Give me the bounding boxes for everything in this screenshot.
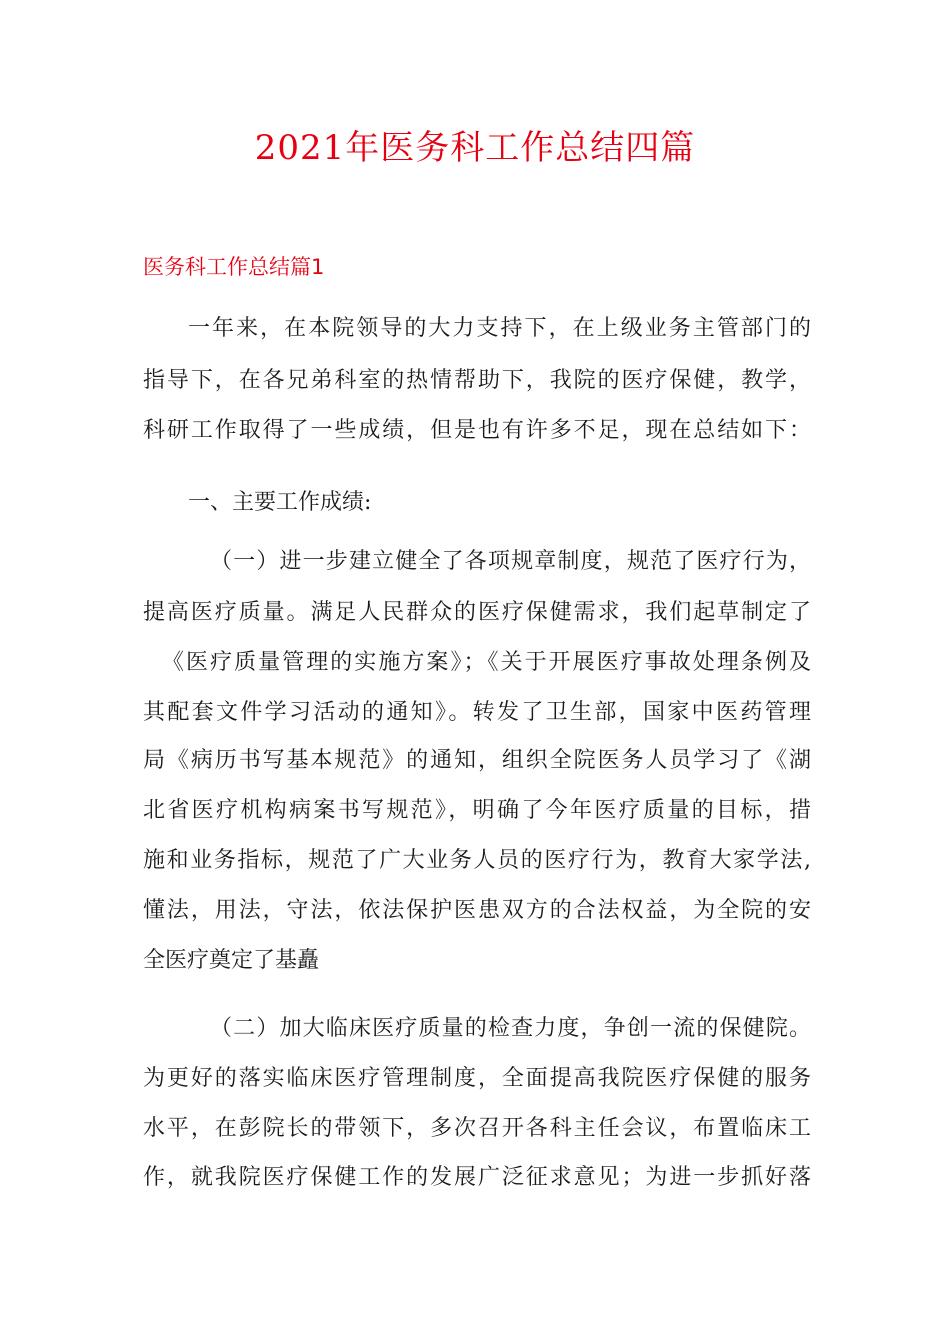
paragraph-line: 水平，在彭院长的带领下，多次召开各科主任会议，布置临床工 bbox=[143, 1116, 811, 1141]
paragraph-line: 科研工作取得了一些成绩，但是也有许多不足，现在总结如下： bbox=[143, 418, 811, 443]
paragraph-line: 全医疗奠定了基矗 bbox=[143, 948, 320, 973]
paragraph-line: 指导下，在各兄弟科室的热情帮助下，我院的医疗保健，教学， bbox=[143, 368, 811, 393]
paragraph-line: 北省医疗机构病案书写规范》，明确了今年医疗质量的目标，措 bbox=[143, 798, 811, 823]
paragraph-line: （一）进一步建立健全了各项规章制度，规范了医疗行为， bbox=[210, 549, 811, 574]
paragraph-line: 提高医疗质量。满足人民群众的医疗保健需求，我们起草制定了 bbox=[143, 600, 811, 625]
subsection-heading: 一、主要工作成绩: bbox=[188, 490, 372, 515]
paragraph-line: 懂法，用法，守法，依法保护医患双方的合法权益，为全院的安 bbox=[143, 898, 811, 923]
section-heading: 医务科工作总结篇1 bbox=[143, 255, 325, 279]
paragraph-line: 施和业务指标，规范了广大业务人员的医疗行为，教育大家学法, bbox=[143, 848, 811, 873]
paragraph-line: 其配套文件学习活动的通知》。转发了卫生部，国家中医药管理 bbox=[143, 700, 811, 725]
paragraph-line: 一年来，在本院领导的大力支持下，在上级业务主管部门的 bbox=[188, 316, 811, 341]
paragraph-line: 作，就我院医疗保健工作的发展广泛征求意见；为进一步抓好落 bbox=[143, 1165, 811, 1190]
paragraph-line: 为更好的落实临床医疗管理制度，全面提高我院医疗保健的服务 bbox=[143, 1066, 811, 1091]
document-title: 2021年医务科工作总结四篇 bbox=[254, 128, 696, 168]
paragraph-line: （二）加大临床医疗质量的检查力度，争创一流的保健院。 bbox=[210, 1016, 811, 1041]
paragraph-line: 《医疗质量管理的实施方案》；《关于开展医疗事故处理条例及 bbox=[162, 650, 811, 675]
paragraph-line: 局《病历书写基本规范》的通知，组织全院医务人员学习了《湖 bbox=[143, 748, 811, 773]
